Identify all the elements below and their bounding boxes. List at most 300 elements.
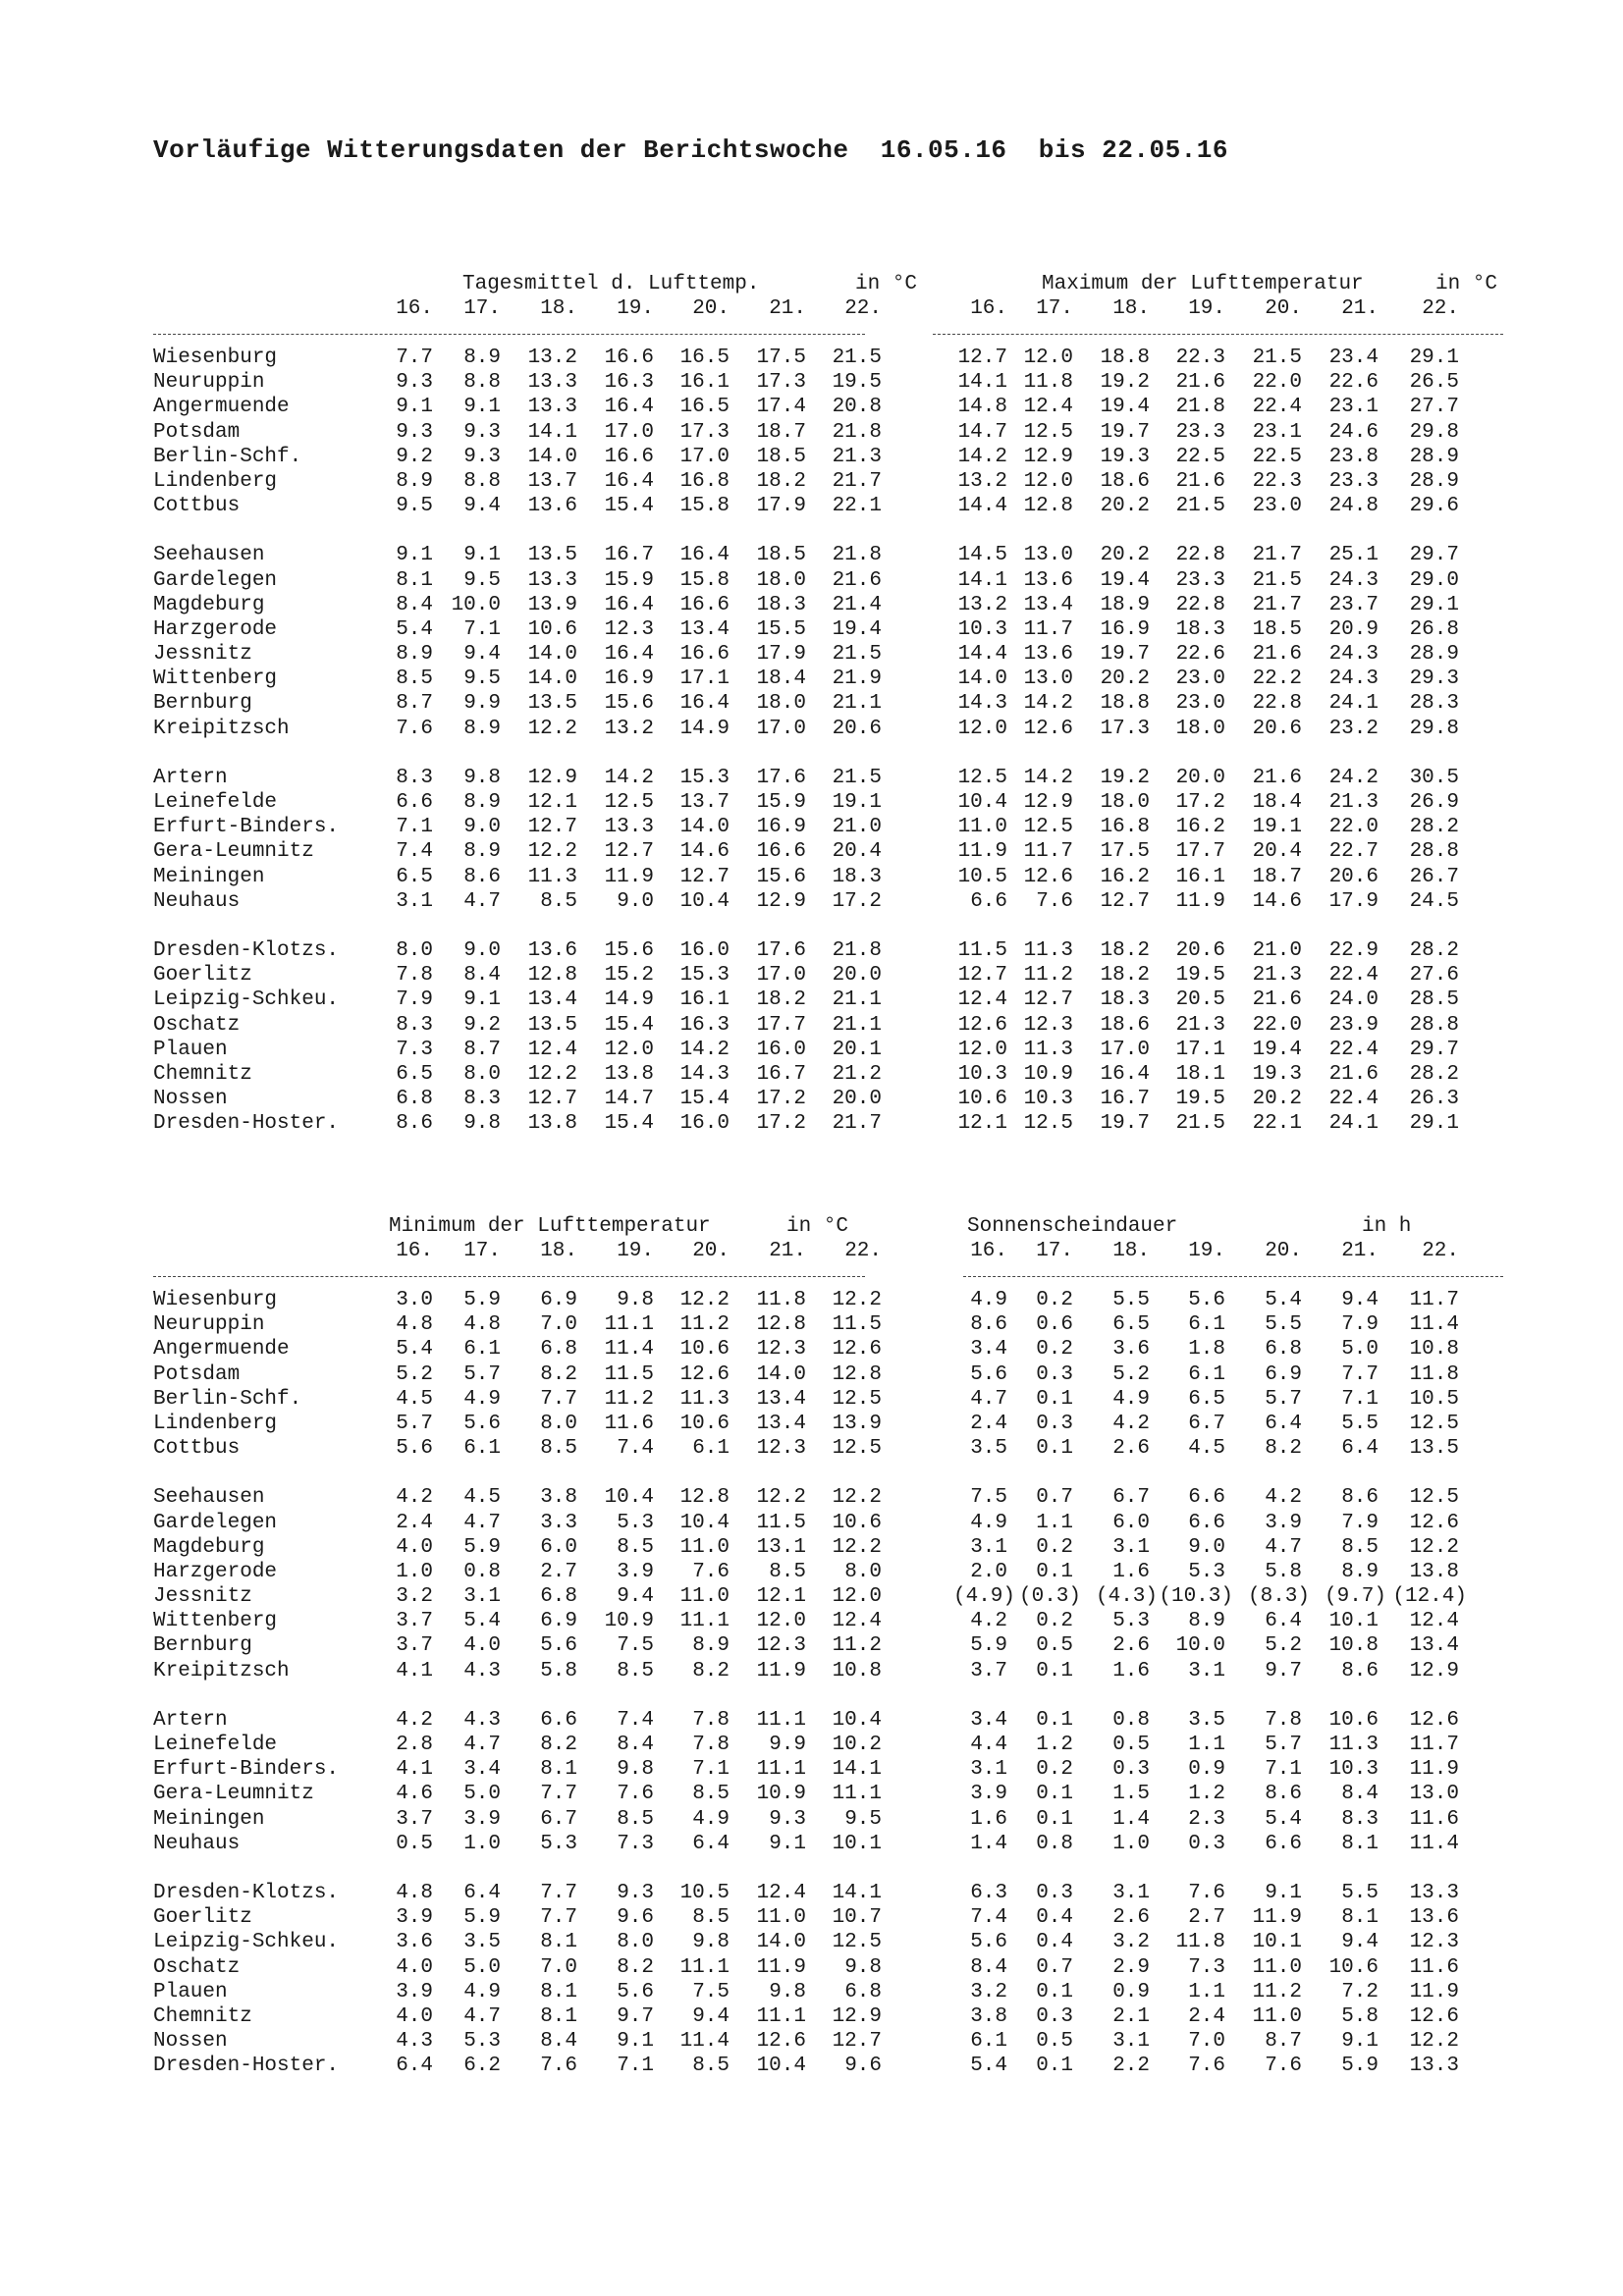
cell-value: 22.0 xyxy=(1328,816,1379,839)
cell-value: 21.6 xyxy=(1175,371,1225,395)
station-name: Kreipitzsch xyxy=(153,1659,290,1682)
table-row xyxy=(153,1660,1508,1684)
cell-value: 9.3 xyxy=(463,445,501,468)
station-name: Dresden-Hoster. xyxy=(153,1112,340,1136)
cell-value: 5.3 xyxy=(463,2030,501,2054)
cell-value: 4.0 xyxy=(396,2004,433,2028)
cell-value: 29.7 xyxy=(1409,544,1459,567)
cell-value: 8.1 xyxy=(540,1931,577,1954)
station-name: Meiningen xyxy=(153,1807,265,1831)
cell-value: 11.9 xyxy=(1409,1758,1459,1782)
cell-value: 4.1 xyxy=(396,1758,433,1782)
cell-value: 22.8 xyxy=(1252,692,1302,716)
day-label: 21. xyxy=(1341,1240,1379,1262)
cell-value: 0.4 xyxy=(1036,1931,1073,1954)
dashed-divider xyxy=(153,334,865,335)
cell-value: 26.7 xyxy=(1409,865,1459,888)
table-row xyxy=(153,667,1508,692)
cell-value: 8.2 xyxy=(1265,1437,1302,1461)
day-label: 16. xyxy=(396,297,433,320)
cell-value: 13.2 xyxy=(527,347,577,369)
cell-value: 9.1 xyxy=(396,544,433,567)
cell-value: 1.1 xyxy=(1036,1511,1073,1534)
cell-value: 1.2 xyxy=(1188,1783,1225,1806)
cell-value: 9.3 xyxy=(396,420,433,444)
cell-value: 18.3 xyxy=(756,593,806,616)
cell-value: 22.5 xyxy=(1175,445,1225,468)
cell-value: 21.5 xyxy=(1252,347,1302,369)
cell-value: 5.0 xyxy=(1341,1338,1379,1362)
cell-value: 6.0 xyxy=(540,1535,577,1559)
cell-value: 7.6 xyxy=(1036,889,1073,913)
cell-value: 3.1 xyxy=(463,1585,501,1609)
cell-value: 8.7 xyxy=(463,1038,501,1061)
cell-value: 23.4 xyxy=(1328,347,1379,369)
cell-value: 6.9 xyxy=(540,1610,577,1633)
day-label: 18. xyxy=(540,297,577,320)
cell-value: 13.0 xyxy=(1023,667,1073,691)
cell-value: 5.4 xyxy=(970,2055,1007,2078)
cell-value: 12.5 xyxy=(1023,816,1073,839)
cell-value: 12.7 xyxy=(957,347,1007,369)
cell-value: 8.5 xyxy=(617,1535,654,1559)
cell-value: 16.1 xyxy=(679,988,730,1012)
cell-value: 8.7 xyxy=(1265,2030,1302,2054)
cell-value: 11.8 xyxy=(1175,1931,1225,1954)
cell-value: 29.8 xyxy=(1409,717,1459,740)
day-label: 17. xyxy=(1036,1240,1073,1262)
cell-value: 8.2 xyxy=(692,1659,730,1682)
cell-value: 11.1 xyxy=(832,1783,882,1806)
station-name: Erfurt-Binders. xyxy=(153,1758,340,1782)
cell-value: 11.9 xyxy=(957,840,1007,864)
cell-value: 12.3 xyxy=(756,1437,806,1461)
cell-value: 4.8 xyxy=(396,1881,433,1904)
station-name: Magdeburg xyxy=(153,1535,265,1559)
cell-value: 3.8 xyxy=(970,2004,1007,2028)
cell-value: 10.3 xyxy=(957,617,1007,641)
cell-value: 9.4 xyxy=(1341,1289,1379,1311)
cell-value: 9.5 xyxy=(463,667,501,691)
cell-value: 7.6 xyxy=(540,2055,577,2078)
cell-value: 11.3 xyxy=(527,865,577,888)
cell-value: 24.1 xyxy=(1328,1112,1379,1136)
bottom-table xyxy=(153,1215,1508,2104)
cell-value: 21.1 xyxy=(832,1013,882,1037)
cell-value: 20.6 xyxy=(832,717,882,740)
cell-value: 10.3 xyxy=(1023,1088,1073,1111)
cell-value: 30.5 xyxy=(1409,766,1459,789)
cell-value: 9.3 xyxy=(463,420,501,444)
station-name: Jessnitz xyxy=(153,1585,252,1609)
cell-value: 12.8 xyxy=(679,1486,730,1510)
cell-value: 3.9 xyxy=(463,1807,501,1831)
cell-value: 0.5 xyxy=(396,1832,433,1855)
cell-value: 18.3 xyxy=(832,865,882,888)
station-name: Neuruppin xyxy=(153,371,265,395)
table-row xyxy=(153,840,1508,865)
day-label: 18. xyxy=(1112,297,1150,320)
cell-value: 0.3 xyxy=(1036,2004,1073,2028)
cell-value: 9.7 xyxy=(617,2004,654,2028)
cell-value: 22.0 xyxy=(1252,371,1302,395)
cell-value: 21.6 xyxy=(1328,1062,1379,1086)
cell-value: 14.4 xyxy=(957,643,1007,667)
cell-value: 8.2 xyxy=(540,1734,577,1756)
station-name: Goerlitz xyxy=(153,1906,252,1930)
table-row xyxy=(153,1709,1508,1734)
cell-value: 18.2 xyxy=(1100,938,1150,962)
cell-value: 15.4 xyxy=(679,1088,730,1111)
cell-value: 11.9 xyxy=(756,1955,806,1979)
cell-value: 21.7 xyxy=(832,469,882,493)
header-rule xyxy=(153,1264,1508,1289)
cell-value: 8.0 xyxy=(396,938,433,962)
cell-value: 11.7 xyxy=(1409,1289,1459,1311)
cell-value: 14.0 xyxy=(527,445,577,468)
cell-value: 5.7 xyxy=(463,1362,501,1386)
cell-value: 13.3 xyxy=(1409,2055,1459,2078)
cell-value: 0.6 xyxy=(1036,1313,1073,1337)
cell-value: 29.8 xyxy=(1409,420,1459,444)
cell-value: 4.2 xyxy=(1265,1486,1302,1510)
day-header-row xyxy=(153,297,1508,322)
cell-value: 24.3 xyxy=(1328,667,1379,691)
cell-value: 14.2 xyxy=(679,1038,730,1061)
cell-value: 12.6 xyxy=(1023,717,1073,740)
cell-value: 5.5 xyxy=(1341,1412,1379,1435)
cell-value: 5.3 xyxy=(617,1511,654,1534)
cell-value: 14.0 xyxy=(756,1931,806,1954)
cell-value: 11.3 xyxy=(679,1387,730,1411)
cell-value: 3.4 xyxy=(970,1708,1007,1732)
station-name: Leipzig-Schkeu. xyxy=(153,1931,340,1954)
cell-value: 17.0 xyxy=(1100,1038,1150,1061)
cell-value: 21.5 xyxy=(1252,568,1302,592)
cell-value: 0.8 xyxy=(1036,1832,1073,1855)
cell-value: 10.5 xyxy=(957,865,1007,888)
cell-value: 12.0 xyxy=(604,1038,654,1061)
cell-value: 11.0 xyxy=(756,1906,806,1930)
table-row xyxy=(153,1112,1508,1137)
cell-value: 14.6 xyxy=(679,840,730,864)
cell-value: 16.7 xyxy=(604,544,654,567)
cell-value: 3.9 xyxy=(617,1560,654,1583)
cell-value: 6.6 xyxy=(1188,1486,1225,1510)
table-row xyxy=(153,594,1508,618)
cell-value: 9.5 xyxy=(463,568,501,592)
cell-value: 7.2 xyxy=(1341,1980,1379,2003)
table-row xyxy=(153,692,1508,717)
cell-value: 28.9 xyxy=(1409,643,1459,667)
cell-value: 9.4 xyxy=(463,643,501,667)
station-name: Potsdam xyxy=(153,1362,241,1386)
day-label: 20. xyxy=(692,1240,730,1262)
cell-value: 1.2 xyxy=(1036,1734,1073,1756)
cell-value: 21.5 xyxy=(1175,495,1225,518)
table-row xyxy=(153,1808,1508,1833)
cell-value: 10.4 xyxy=(679,1511,730,1534)
cell-value: 16.2 xyxy=(1100,865,1150,888)
cell-value: 2.4 xyxy=(1188,2004,1225,2028)
cell-value: 16.2 xyxy=(1175,816,1225,839)
cell-value: 17.7 xyxy=(756,1013,806,1037)
cell-value: 4.3 xyxy=(463,1659,501,1682)
cell-value: 18.5 xyxy=(756,544,806,567)
table-row xyxy=(153,1437,1508,1462)
cell-value: 8.7 xyxy=(396,692,433,716)
cell-value: 20.2 xyxy=(1100,544,1150,567)
station-name: Seehausen xyxy=(153,544,265,567)
cell-value: 0.1 xyxy=(1036,1708,1073,1732)
cell-value: 19.7 xyxy=(1100,643,1150,667)
cell-value: 9.3 xyxy=(769,1807,806,1831)
day-label: 21. xyxy=(769,1240,806,1262)
cell-value: 3.9 xyxy=(970,1783,1007,1806)
cell-value: 21.7 xyxy=(1252,544,1302,567)
cell-value: 7.7 xyxy=(396,347,433,369)
cell-value: 18.6 xyxy=(1100,469,1150,493)
cell-value: 14.0 xyxy=(756,1362,806,1386)
cell-value: 17.1 xyxy=(679,667,730,691)
cell-value: 9.4 xyxy=(463,495,501,518)
cell-value: 9.8 xyxy=(617,1289,654,1311)
section-title-right: Sonnenscheindauer xyxy=(967,1215,1178,1238)
cell-value: 8.6 xyxy=(970,1313,1007,1337)
cell-value: 13.6 xyxy=(1409,1906,1459,1930)
cell-value: 6.6 xyxy=(970,889,1007,913)
cell-value: 4.9 xyxy=(463,1387,501,1411)
cell-value: 18.1 xyxy=(1175,1062,1225,1086)
cell-value: 3.1 xyxy=(1112,1535,1150,1559)
cell-value: 17.0 xyxy=(679,445,730,468)
cell-value: 14.0 xyxy=(527,667,577,691)
cell-value: 5.8 xyxy=(1341,2004,1379,2028)
cell-value: 12.5 xyxy=(832,1387,882,1411)
cell-value: 11.5 xyxy=(957,938,1007,962)
cell-value: 10.6 xyxy=(832,1511,882,1534)
cell-value: 7.6 xyxy=(692,1560,730,1583)
cell-value: (10.3) xyxy=(1159,1585,1233,1609)
cell-value: 5.9 xyxy=(463,1289,501,1311)
cell-value: 10.5 xyxy=(679,1881,730,1904)
cell-value: 9.8 xyxy=(692,1931,730,1954)
cell-value: 4.8 xyxy=(463,1313,501,1337)
cell-value: 5.4 xyxy=(463,1610,501,1633)
cell-value: 18.5 xyxy=(756,445,806,468)
cell-value: 14.1 xyxy=(832,1758,882,1782)
station-name: Bernburg xyxy=(153,692,252,716)
cell-value: 9.7 xyxy=(1265,1659,1302,1682)
table-row xyxy=(153,1363,1508,1388)
cell-value: 0.5 xyxy=(1112,1734,1150,1756)
cell-value: 4.6 xyxy=(396,1783,433,1806)
cell-value: 21.8 xyxy=(832,420,882,444)
cell-value: 15.9 xyxy=(604,568,654,592)
cell-value: 5.7 xyxy=(1265,1734,1302,1756)
station-name: Gardelegen xyxy=(153,1511,278,1534)
cell-value: 18.0 xyxy=(1100,791,1150,814)
table-row xyxy=(153,964,1508,988)
cell-value: 6.4 xyxy=(396,2055,433,2078)
cell-value: 18.3 xyxy=(1175,617,1225,641)
cell-value: 11.2 xyxy=(1023,964,1073,988)
cell-value: 12.6 xyxy=(679,1362,730,1386)
table-row xyxy=(153,1014,1508,1039)
cell-value: 22.6 xyxy=(1175,643,1225,667)
cell-value: 23.3 xyxy=(1175,568,1225,592)
day-label: 21. xyxy=(1341,297,1379,320)
cell-value: 16.1 xyxy=(1175,865,1225,888)
cell-value: 17.6 xyxy=(756,938,806,962)
cell-value: 3.3 xyxy=(540,1511,577,1534)
cell-value: 1.8 xyxy=(1188,1338,1225,1362)
cell-value: 27.6 xyxy=(1409,964,1459,988)
cell-value: 12.3 xyxy=(1023,1013,1073,1037)
cell-value: 6.8 xyxy=(540,1585,577,1609)
cell-value: 15.8 xyxy=(679,568,730,592)
table-row xyxy=(153,1388,1508,1413)
cell-value: 7.3 xyxy=(1188,1955,1225,1979)
cell-value: 21.5 xyxy=(832,643,882,667)
cell-value: 8.5 xyxy=(617,1659,654,1682)
dashed-divider xyxy=(963,1276,1503,1277)
cell-value: 7.1 xyxy=(617,2055,654,2078)
table-row xyxy=(153,2005,1508,2030)
day-label: 19. xyxy=(1188,1240,1225,1262)
cell-value: 10.3 xyxy=(957,1062,1007,1086)
section-title-right: Maximum der Lufttemperatur xyxy=(1042,273,1364,295)
cell-value: 14.2 xyxy=(604,766,654,789)
station-name: Neuhaus xyxy=(153,1832,241,1855)
table-row xyxy=(153,988,1508,1013)
cell-value: 20.6 xyxy=(1252,717,1302,740)
cell-value: 4.1 xyxy=(396,1659,433,1682)
cell-value: 2.7 xyxy=(1188,1906,1225,1930)
cell-value: 12.5 xyxy=(1023,420,1073,444)
cell-value: 14.4 xyxy=(957,495,1007,518)
cell-value: 9.1 xyxy=(1265,1881,1302,1904)
cell-value: 14.7 xyxy=(604,1088,654,1111)
day-label: 20. xyxy=(1265,297,1302,320)
cell-value: 0.3 xyxy=(1036,1881,1073,1904)
cell-value: 0.1 xyxy=(1036,1437,1073,1461)
cell-value: 11.8 xyxy=(1409,1362,1459,1386)
table-row xyxy=(153,495,1508,519)
cell-value: 8.1 xyxy=(540,1758,577,1782)
cell-value: 6.8 xyxy=(844,1980,882,2003)
cell-value: 6.3 xyxy=(970,1881,1007,1904)
cell-value: 13.8 xyxy=(1409,1560,1459,1583)
cell-value: 4.0 xyxy=(463,1634,501,1658)
cell-value: 5.3 xyxy=(1188,1560,1225,1583)
cell-value: 17.3 xyxy=(1100,717,1150,740)
cell-value: 0.4 xyxy=(1036,1906,1073,1930)
cell-value: 18.2 xyxy=(1100,964,1150,988)
cell-value: 8.5 xyxy=(1341,1535,1379,1559)
station-name: Chemnitz xyxy=(153,1062,252,1086)
section-unit-left: in °C xyxy=(855,273,918,295)
cell-value: 17.9 xyxy=(756,495,806,518)
cell-value: 14.1 xyxy=(832,1881,882,1904)
table-row xyxy=(153,396,1508,420)
cell-value: 9.0 xyxy=(463,938,501,962)
cell-value: 29.3 xyxy=(1409,667,1459,691)
cell-value: 24.3 xyxy=(1328,568,1379,592)
cell-value: 10.8 xyxy=(832,1659,882,1682)
cell-value: 5.6 xyxy=(540,1634,577,1658)
cell-value: 0.1 xyxy=(1036,1659,1073,1682)
cell-value: 22.9 xyxy=(1328,938,1379,962)
cell-value: 8.0 xyxy=(844,1560,882,1583)
cell-value: 12.2 xyxy=(832,1486,882,1510)
cell-value: 15.2 xyxy=(604,964,654,988)
cell-value: 10.9 xyxy=(756,1783,806,1806)
cell-value: 12.8 xyxy=(832,1362,882,1386)
cell-value: 15.3 xyxy=(679,766,730,789)
station-group xyxy=(153,1289,1508,1462)
cell-value: 8.3 xyxy=(396,1013,433,1037)
cell-value: 22.3 xyxy=(1252,469,1302,493)
cell-value: 8.1 xyxy=(540,1980,577,2003)
cell-value: 11.3 xyxy=(1023,938,1073,962)
station-name: Oschatz xyxy=(153,1955,241,1979)
cell-value: 12.6 xyxy=(832,1338,882,1362)
cell-value: 18.2 xyxy=(756,988,806,1012)
cell-value: 20.1 xyxy=(832,1038,882,1061)
cell-value: 7.7 xyxy=(540,1906,577,1930)
table-row xyxy=(153,1634,1508,1659)
cell-value: 9.1 xyxy=(463,544,501,567)
table-row xyxy=(153,1906,1508,1931)
cell-value: 19.2 xyxy=(1100,371,1150,395)
cell-value: 0.1 xyxy=(1036,1807,1073,1831)
cell-value: 13.4 xyxy=(679,617,730,641)
cell-value: 9.6 xyxy=(844,2055,882,2078)
cell-value: 15.4 xyxy=(604,495,654,518)
cell-value: 19.4 xyxy=(1252,1038,1302,1061)
table-row xyxy=(153,718,1508,742)
cell-value: 9.4 xyxy=(617,1585,654,1609)
cell-value: 14.0 xyxy=(679,816,730,839)
cell-value: 12.5 xyxy=(957,766,1007,789)
cell-value: 10.4 xyxy=(604,1486,654,1510)
cell-value: 8.5 xyxy=(769,1560,806,1583)
cell-value: 12.5 xyxy=(1409,1412,1459,1435)
cell-value: 5.6 xyxy=(463,1412,501,1435)
cell-value: 10.0 xyxy=(1175,1634,1225,1658)
cell-value: (4.3) xyxy=(1095,1585,1158,1609)
cell-value: 8.6 xyxy=(1341,1486,1379,1510)
cell-value: 17.2 xyxy=(1175,791,1225,814)
cell-value: 7.6 xyxy=(1188,1881,1225,1904)
cell-value: 12.1 xyxy=(756,1585,806,1609)
cell-value: 18.0 xyxy=(756,568,806,592)
cell-value: 20.6 xyxy=(1328,865,1379,888)
cell-value: 12.6 xyxy=(1409,2004,1459,2028)
cell-value: 14.2 xyxy=(1023,692,1073,716)
cell-value: 16.0 xyxy=(756,1038,806,1061)
cell-value: 4.7 xyxy=(463,889,501,913)
cell-value: 5.9 xyxy=(1341,2055,1379,2078)
cell-value: 18.0 xyxy=(756,692,806,716)
cell-value: 2.4 xyxy=(970,1412,1007,1435)
cell-value: 16.0 xyxy=(679,1112,730,1136)
cell-value: 5.5 xyxy=(1265,1313,1302,1337)
cell-value: 14.5 xyxy=(957,544,1007,567)
cell-value: 8.6 xyxy=(463,865,501,888)
station-name: Lindenberg xyxy=(153,469,278,493)
